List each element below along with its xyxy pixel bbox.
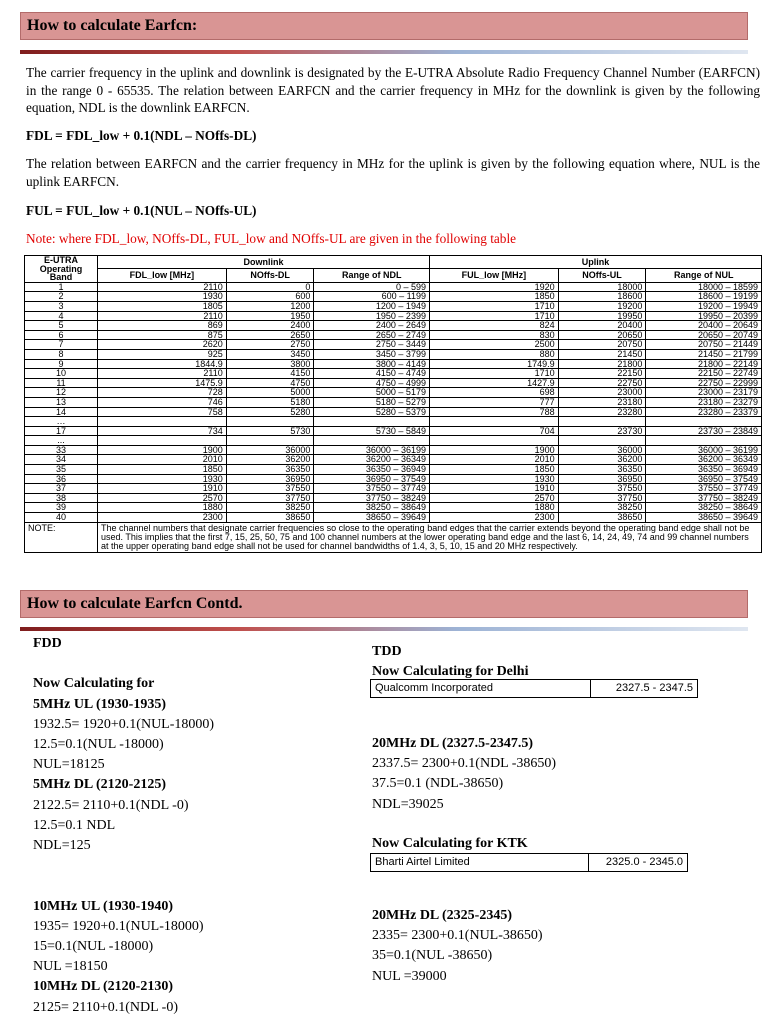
table-cell: 5000 — [226, 388, 314, 398]
calc-heading: Now Calculating for — [33, 676, 155, 692]
table-cell: 38650 – 39649 — [646, 513, 762, 523]
table-row — [25, 388, 762, 398]
table-cell: 1749.9 — [429, 359, 558, 369]
calc-line: NUL=18125 — [33, 757, 105, 773]
fdd-label: FDD — [33, 636, 62, 651]
calc-line: 37.5=0.1 (NDL-38650) — [372, 776, 504, 792]
table-cell — [98, 436, 227, 446]
calc-heading: 5MHz DL (2120-2125) — [33, 777, 166, 793]
calc-line: 35=0.1(NUL -38650) — [372, 948, 493, 964]
table-row — [25, 513, 762, 523]
table-cell: 880 — [429, 349, 558, 359]
spectrum-range: 2325.0 - 2345.0 — [605, 856, 683, 868]
table-cell: 35 — [25, 465, 98, 475]
calc-heading: 10MHz DL (2120-2130) — [33, 979, 173, 995]
table-cell: 22750 — [558, 378, 646, 388]
tdd-ktk-heading — [372, 834, 528, 854]
table-cell: 2650 — [226, 330, 314, 340]
table-cell: 21450 — [558, 349, 646, 359]
table-cell: 5180 — [226, 397, 314, 407]
table-cell — [558, 417, 646, 427]
table-cell: 38650 — [226, 513, 314, 523]
table-cell: 38 — [25, 493, 98, 503]
table-cell: 698 — [429, 388, 558, 398]
table-cell — [429, 417, 558, 427]
table-cell: 1880 — [429, 503, 558, 513]
table-cell: 5180 – 5279 — [314, 397, 430, 407]
table-cell: 36000 — [558, 445, 646, 455]
table-cell: 1930 — [429, 474, 558, 484]
table-cell: 19200 — [558, 301, 646, 311]
earfcn-table — [24, 255, 762, 553]
table-row — [25, 321, 762, 331]
table-cell: 20750 – 21449 — [646, 340, 762, 350]
operator-name: Qualcomm Incorporated — [371, 680, 591, 697]
calc-line: 15=0.1(NUL -18000) — [33, 939, 154, 955]
table-cell: 37550 — [558, 484, 646, 494]
table-cell: 2750 — [226, 340, 314, 350]
table-cell: 20400 – 20649 — [646, 321, 762, 331]
table-cell: 4750 – 4999 — [314, 378, 430, 388]
section-title: How to calculate Earfcn Contd. — [27, 595, 243, 612]
table-cell: 37750 – 38249 — [646, 493, 762, 503]
table-cell: 36950 — [558, 474, 646, 484]
table-cell: 36200 — [226, 455, 314, 465]
calc-line: 2335= 2300+0.1(NUL-38650) — [372, 928, 543, 944]
table-cell: 21800 — [558, 359, 646, 369]
table-cell: 18600 — [558, 292, 646, 302]
section-header — [20, 12, 748, 40]
table-cell — [429, 436, 558, 446]
table-cell: 2570 — [429, 493, 558, 503]
table-cell: 0 – 599 — [314, 282, 430, 292]
table-cell: … — [25, 417, 98, 427]
table-cell: 4150 – 4749 — [314, 369, 430, 379]
table-cell: 1930 — [98, 292, 227, 302]
table-cell — [226, 436, 314, 446]
table-cell — [646, 436, 762, 446]
tdd-label: TDD — [372, 644, 402, 659]
section-header — [20, 590, 748, 618]
calc-heading: 10MHz UL (1930-1940) — [33, 898, 173, 914]
col-header: NOffs-UL — [558, 269, 646, 282]
spectrum-range: 2327.5 - 2347.5 — [615, 682, 693, 694]
table-row — [25, 340, 762, 350]
calc-line: 12.5=0.1 NDL — [33, 817, 116, 833]
table-cell: 23730 — [558, 426, 646, 436]
table-cell: ... — [25, 436, 98, 446]
table-cell: 37750 — [226, 493, 314, 503]
table-row — [25, 407, 762, 417]
table-cell: 1850 — [98, 465, 227, 475]
table-cell: 1710 — [429, 301, 558, 311]
table-cell: 18600 – 19199 — [646, 292, 762, 302]
table-cell: 19950 – 20399 — [646, 311, 762, 321]
table-cell: 3800 — [226, 359, 314, 369]
table-cell: 925 — [98, 349, 227, 359]
table-cell: 746 — [98, 397, 227, 407]
table-cell: 22150 — [558, 369, 646, 379]
table-cell: 3450 – 3799 — [314, 349, 430, 359]
table-cell: 5730 – 5849 — [314, 426, 430, 436]
table-cell: 875 — [98, 330, 227, 340]
table-cell: 2500 — [429, 340, 558, 350]
calc-heading: 5MHz UL (1930-1935) — [33, 696, 166, 712]
operator-name: Bharti Airtel Limited — [371, 854, 589, 871]
table-cell: 33 — [25, 445, 98, 455]
table-cell: 2010 — [429, 455, 558, 465]
table-cell: 38250 – 38649 — [646, 503, 762, 513]
table-cell: 777 — [429, 397, 558, 407]
table-cell: 824 — [429, 321, 558, 331]
table-cell: 1844.9 — [98, 359, 227, 369]
table-cell: 2010 — [98, 455, 227, 465]
table-cell: 37750 — [558, 493, 646, 503]
table-cell: 36000 – 36199 — [314, 445, 430, 455]
table-cell: 38650 — [558, 513, 646, 523]
table-cell: 36 — [25, 474, 98, 484]
table-row — [25, 369, 762, 379]
table-cell: 23280 – 23379 — [646, 407, 762, 417]
table-cell: 1475.9 — [98, 378, 227, 388]
table-cell: 38250 — [558, 503, 646, 513]
table-cell: 20400 — [558, 321, 646, 331]
calc-line: 2337.5= 2300+0.1(NDL -38650) — [372, 756, 557, 772]
table-row — [25, 465, 762, 475]
uplink-equation: FUL = FUL_low + 0.1(NUL – NOffs-UL) — [26, 203, 257, 218]
table-cell: 12 — [25, 388, 98, 398]
table-row — [25, 301, 762, 311]
table-cell: 0 — [226, 282, 314, 292]
table-cell: 4 — [25, 311, 98, 321]
table-cell: 5000 – 5179 — [314, 388, 430, 398]
col-header: Range of NDL — [314, 269, 430, 282]
table-cell: 40 — [25, 513, 98, 523]
table-cell: 21800 – 22149 — [646, 359, 762, 369]
calc-line: NUL =18150 — [33, 959, 108, 975]
table-cell — [226, 417, 314, 427]
table-cell: 23180 – 23279 — [646, 397, 762, 407]
table-cell: 13 — [25, 397, 98, 407]
calc-heading: Now Calculating for Delhi — [372, 664, 529, 680]
calc-line: 12.5=0.1(NUL -18000) — [33, 737, 164, 753]
table-cell: 37750 – 38249 — [314, 493, 430, 503]
table-cell: 1710 — [429, 311, 558, 321]
table-cell: 2110 — [98, 369, 227, 379]
calc-heading: 20MHz DL (2325-2345) — [372, 908, 512, 923]
note-label: NOTE: — [25, 522, 98, 552]
table-cell: 1710 — [429, 369, 558, 379]
table-cell: 1900 — [429, 445, 558, 455]
calc-line: 1932.5= 1920+0.1(NUL-18000) — [33, 716, 215, 732]
tdd-ktk-calc — [372, 906, 543, 987]
table-cell: 23280 — [558, 407, 646, 417]
table-row — [25, 484, 762, 494]
table-cell: 2110 — [98, 311, 227, 321]
table-cell — [314, 436, 430, 446]
table-cell: 23000 — [558, 388, 646, 398]
table-cell: 734 — [98, 426, 227, 436]
table-cell: 34 — [25, 455, 98, 465]
uplink-paragraph: The relation between EARFCN and the carrier frequency in MHz for the uplink is given by the following equation where, NUL is the uplink EARFCN. — [26, 156, 760, 189]
table-note: Note: where FDL_low, NOffs-DL, FUL_low and NOffs-UL are given in the following table — [26, 231, 517, 246]
table-cell: 600 — [226, 292, 314, 302]
section-title: How to calculate Earfcn: — [27, 17, 198, 34]
col-header: FUL_low [MHz] — [429, 269, 558, 282]
table-cell: 1910 — [429, 484, 558, 494]
uplink-header: Uplink — [429, 256, 761, 269]
calc-heading: Now Calculating for KTK — [372, 836, 528, 851]
table-cell: 1850 — [429, 465, 558, 475]
table-cell: 1805 — [98, 301, 227, 311]
band-header: E-UTRA Operating Band — [25, 256, 98, 283]
table-cell: 38650 – 39649 — [314, 513, 430, 523]
table-cell: 2400 – 2649 — [314, 321, 430, 331]
table-cell: 36350 – 36949 — [314, 465, 430, 475]
table-cell: 37 — [25, 484, 98, 494]
table-cell: 5730 — [226, 426, 314, 436]
table-cell — [558, 436, 646, 446]
table-cell — [646, 417, 762, 427]
table-cell: 3800 – 4149 — [314, 359, 430, 369]
table-cell: 38250 — [226, 503, 314, 513]
fdd-column — [33, 634, 214, 1018]
table-cell: 2620 — [98, 340, 227, 350]
downlink-equation: FDL = FDL_low + 0.1(NDL – NOffs-DL) — [26, 128, 257, 143]
table-cell: 1910 — [98, 484, 227, 494]
table-cell: 36350 — [558, 465, 646, 475]
table-row — [25, 397, 762, 407]
table-cell — [98, 417, 227, 427]
table-cell: 20650 — [558, 330, 646, 340]
calc-heading: 20MHz DL (2327.5-2347.5) — [372, 736, 533, 751]
table-cell: 18000 — [558, 282, 646, 292]
table-cell: 4150 — [226, 369, 314, 379]
table-cell: 37550 – 37749 — [314, 484, 430, 494]
table-cell: 36950 — [226, 474, 314, 484]
table-cell: 5 — [25, 321, 98, 331]
note-text: The channel numbers that designate carrier frequencies so close to the operating band edges that the carrier extends beyond the operating band edge shall not be used. This implies that the first 7, 15, 25, 50, 75 and 100 channel numbers at the lower operating band edge and the last 6, 14, 24, 49, 74 and 99 channel numbers at the upper operating band edge shall not be used for channel bandwidths of 1.4, 3, 5, 10, 15 and 20 MHz respectively. — [98, 522, 762, 552]
table-cell: 1200 — [226, 301, 314, 311]
col-header: Range of NUL — [646, 269, 762, 282]
table-cell: 18000 – 18599 — [646, 282, 762, 292]
tdd-delhi-calc — [372, 734, 556, 815]
calc-line: 1935= 1920+0.1(NUL-18000) — [33, 918, 204, 934]
table-cell: 1880 — [98, 503, 227, 513]
calc-line: 2125= 2110+0.1(NDL -0) — [33, 999, 179, 1015]
table-cell: 8 — [25, 349, 98, 359]
tdd-column — [372, 642, 528, 682]
calc-line: NUL =39000 — [372, 968, 447, 984]
table-cell: 2300 — [429, 513, 558, 523]
table-cell: 36350 — [226, 465, 314, 475]
table-cell: 704 — [429, 426, 558, 436]
table-cell: 2110 — [98, 282, 227, 292]
table-cell: 1200 – 1949 — [314, 301, 430, 311]
col-header: NOffs-DL — [226, 269, 314, 282]
table-cell: 38250 – 38649 — [314, 503, 430, 513]
table-cell: 3450 — [226, 349, 314, 359]
table-cell: 36950 – 37549 — [646, 474, 762, 484]
table-cell: 6 — [25, 330, 98, 340]
table-cell: 5280 — [226, 407, 314, 417]
table-cell: 869 — [98, 321, 227, 331]
table-cell — [314, 417, 430, 427]
table-cell: 728 — [98, 388, 227, 398]
table-cell: 20650 – 20749 — [646, 330, 762, 340]
calc-line: 2122.5= 2110+0.1(NDL -0) — [33, 797, 189, 813]
table-cell: 39 — [25, 503, 98, 513]
table-cell: 36000 — [226, 445, 314, 455]
table-cell: 19950 — [558, 311, 646, 321]
table-row — [25, 426, 762, 436]
license-row — [370, 679, 698, 698]
downlink-header: Downlink — [98, 256, 430, 269]
table-cell: 20750 — [558, 340, 646, 350]
table-cell: 23000 – 23179 — [646, 388, 762, 398]
table-cell: 1950 — [226, 311, 314, 321]
table-cell: 23180 — [558, 397, 646, 407]
table-cell: 11 — [25, 378, 98, 388]
table-cell: 9 — [25, 359, 98, 369]
table-cell: 1850 — [429, 292, 558, 302]
table-cell: 17 — [25, 426, 98, 436]
table-cell: 1 — [25, 282, 98, 292]
table-cell: 2570 — [98, 493, 227, 503]
table-cell: 600 – 1199 — [314, 292, 430, 302]
table-row — [25, 436, 762, 446]
table-cell: 37550 – 37749 — [646, 484, 762, 494]
table-cell: 22750 – 22999 — [646, 378, 762, 388]
table-cell: 4750 — [226, 378, 314, 388]
table-cell: 3 — [25, 301, 98, 311]
table-cell: 1950 – 2399 — [314, 311, 430, 321]
table-cell: 36200 – 36349 — [314, 455, 430, 465]
table-cell: 10 — [25, 369, 98, 379]
table-cell: 2300 — [98, 513, 227, 523]
calc-line: NDL=125 — [33, 838, 91, 854]
intro-paragraph: The carrier frequency in the uplink and downlink is designated by the E-UTRA Absolute Radio Frequency Channel Number (EARFCN) in the range 0 - 65535. The relation between EARFCN and the carrier frequency in MHz for the downlink is given by the following equation, NDL is the downlink EARFCN. — [26, 65, 760, 115]
table-cell: 1427.9 — [429, 378, 558, 388]
table-cell: 7 — [25, 340, 98, 350]
table-cell: 1920 — [429, 282, 558, 292]
table-cell: 5280 – 5379 — [314, 407, 430, 417]
table-cell: 2400 — [226, 321, 314, 331]
table-cell: 2650 – 2749 — [314, 330, 430, 340]
table-cell: 19200 – 19949 — [646, 301, 762, 311]
table-cell: 36350 – 36949 — [646, 465, 762, 475]
table-cell: 1900 — [98, 445, 227, 455]
table-cell: 788 — [429, 407, 558, 417]
table-cell: 36200 – 36349 — [646, 455, 762, 465]
table-cell: 22150 – 22749 — [646, 369, 762, 379]
table-cell: 1930 — [98, 474, 227, 484]
table-cell: 21450 – 21799 — [646, 349, 762, 359]
table-cell: 758 — [98, 407, 227, 417]
table-cell: 2750 – 3449 — [314, 340, 430, 350]
table-cell: 37550 — [226, 484, 314, 494]
license-row — [370, 853, 688, 872]
table-cell: 23730 – 23849 — [646, 426, 762, 436]
table-cell: 36000 – 36199 — [646, 445, 762, 455]
table-row — [25, 417, 762, 427]
table-cell: 2 — [25, 292, 98, 302]
divider — [20, 627, 748, 631]
calc-line: NDL=39025 — [372, 796, 444, 812]
col-header: FDL_low [MHz] — [98, 269, 227, 282]
table-cell: 14 — [25, 407, 98, 417]
table-cell: 36200 — [558, 455, 646, 465]
divider — [20, 50, 748, 54]
table-row — [25, 349, 762, 359]
table-cell: 830 — [429, 330, 558, 340]
table-cell: 36950 – 37549 — [314, 474, 430, 484]
